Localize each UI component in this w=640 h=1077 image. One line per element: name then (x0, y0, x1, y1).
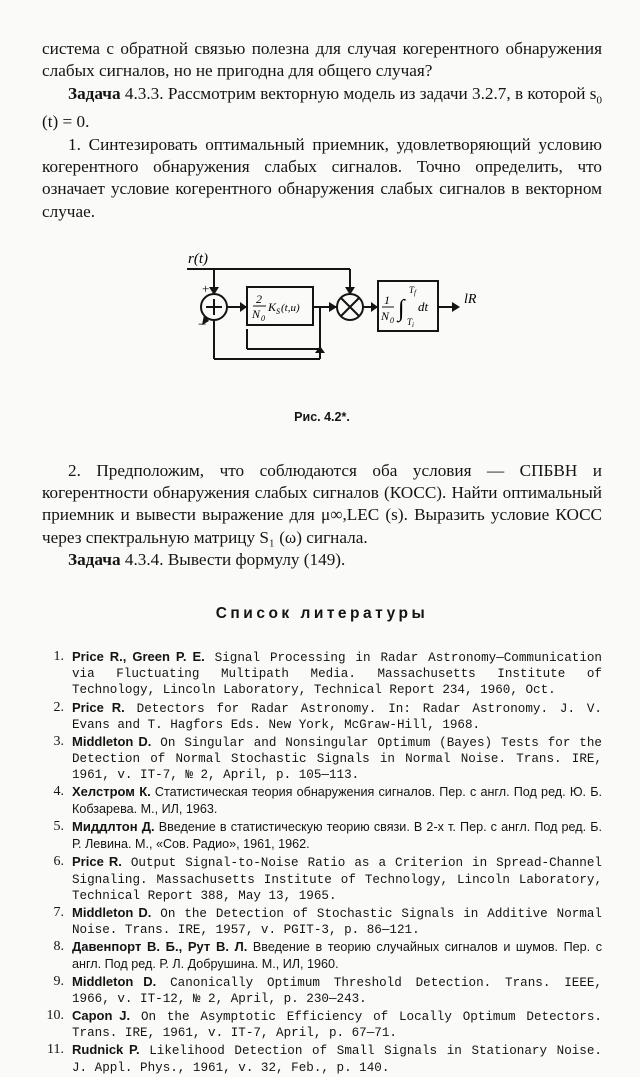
arrow-right-icon (240, 302, 247, 312)
task-subscript: 0 (596, 94, 602, 107)
paragraph-task-4-3-3 (42, 83, 602, 134)
svg-text:T: T (407, 316, 413, 327)
minus-sign: − (198, 316, 207, 333)
reference-number: 6. (53, 854, 64, 870)
task-text-end: (t) = 0. (42, 112, 90, 132)
svg-text:N: N (252, 306, 261, 321)
reference-text: Canonically Optimum Threshold Detection. Trans. IEEE, 1966, v. IT-12, № 2, April, p. 230—243. (72, 976, 602, 1007)
reference-text: Detectors for Radar Astronomy. In: Radar Astronomy. J. V. Evans and T. Hagfors Eds. New York, McGraw-Hill, 1968. (72, 701, 602, 732)
reference-number: 8. (53, 938, 64, 954)
arrow-right-icon-2 (329, 302, 337, 312)
figure-caption: Рис. 4.2*. (294, 409, 350, 424)
integrator-label (380, 285, 429, 329)
page (42, 38, 602, 1077)
svg-text:0: 0 (261, 313, 265, 323)
reference-author: Price R. (72, 699, 125, 715)
references-heading: Список литературы (215, 605, 429, 623)
reference-number: 9. (53, 974, 64, 990)
arrow-right-icon-3 (371, 302, 378, 312)
paragraph-1: система с обратной связью полезна для случая когерентного обнаружения слабых сигналов, но не пригодна для общего случая? (42, 39, 602, 81)
reference-item (42, 734, 602, 783)
svg-text:1: 1 (384, 292, 390, 307)
paragraph-task-4-3-4 (42, 549, 602, 571)
reference-author: Хелстром К. (72, 784, 151, 800)
task-text-2: 4.3.4. Вывести формулу (149). (120, 550, 346, 569)
task-label: Задача (68, 83, 121, 103)
reference-text: On the Asymptotic Efficiency of Locally Optimum Detectors. Trans. IRE, 1961, v. IT-7, April, p. 67—71. (72, 1010, 602, 1041)
reference-number: 7. (53, 904, 64, 920)
task-label-2: Задача (68, 550, 121, 569)
reference-author: Price R., Green P. E. (72, 649, 205, 665)
reference-text: Введение в теорию случайных сигналов и шумов. Пер. с англ. Под ред. Р. Л. Добрушина. М., ИЛ, 1960. (72, 939, 602, 971)
svg-text:N: N (381, 308, 390, 323)
svg-text:i: i (412, 320, 414, 329)
paragraph-3: 1. Синтезировать оптимальный приемник, удовлетворяющий условию когерентного обнаружения слабых сигналов. Точно определить, что означает условие когерентного обнаружения слабых сигналов в векторном случае. (42, 134, 602, 221)
reference-item (42, 939, 602, 973)
reference-author: Middleton D. (72, 733, 152, 749)
reference-item (42, 784, 602, 818)
svg-text:dt: dt (418, 298, 429, 314)
arrow-right-icon-4 (452, 302, 460, 312)
reference-text: Likelihood Detection of Small Signals in Stationary Noise. J. Appl. Phys., 1961, v. 32, Feb., p. 140. (72, 1044, 602, 1075)
reference-number: 5. (53, 819, 64, 835)
output-label: lR (464, 291, 477, 307)
reference-item (42, 700, 602, 733)
reference-item (42, 905, 602, 938)
reference-text: Output Signal-to-Noise Ratio as a Criterion in Spread-Channel Signaling. Massachusetts Institute of Technology, Lincoln Laboratory, Technical Report 388, May 13, 1965. (72, 856, 602, 903)
reference-number: 3. (53, 733, 64, 749)
svg-text:2: 2 (256, 291, 262, 306)
reference-number: 4. (53, 784, 64, 800)
reference-item (42, 974, 602, 1007)
reference-item (42, 1008, 602, 1041)
filter-label (251, 292, 300, 323)
reference-author: Middleton D. (72, 904, 152, 920)
reference-number: 11. (47, 1042, 64, 1058)
paragraph-4: 2. Предположим, что соблюдаются оба условия — СПБВН и когерентности обнаружения слабых сигналов (КОСС). Найти оптимальный приемник и вывести выражение для μ∞,LEC (s). Выразить условие КОСС через спектральную матрицу S₁ (ω) сигнала. (42, 460, 602, 547)
task-text: 4.3.3. Рассмотрим векторную модель из задачи 3.2.7, в которой s (120, 83, 597, 103)
svg-text:0: 0 (390, 315, 394, 325)
reference-item (42, 649, 602, 698)
reference-author: Rudnick P. (72, 1042, 140, 1058)
reference-author: Price R. (72, 854, 122, 870)
reference-author: Capon J. (72, 1008, 131, 1024)
reference-item (42, 854, 602, 903)
plus-sign-top: + (202, 280, 210, 296)
block-diagram-svg (42, 249, 602, 404)
reference-author: Миддлтон Д. (72, 819, 155, 835)
reference-text: On Singular and Nonsingular Optimum (Bayes) Tests for the Detection of Normal Stochastic Signals in Normal Noise. Trans. IRE, 1961, v. IT-7, № 2, April, p. 105—113. (72, 735, 602, 782)
svg-text:∫: ∫ (398, 295, 405, 322)
svg-text:(t,u): (t,u) (281, 301, 300, 314)
svg-text:K: K (268, 299, 277, 314)
input-label: r(t) (188, 250, 208, 267)
reference-item (42, 819, 602, 853)
svg-text:T: T (409, 284, 415, 295)
reference-number: 1. (53, 649, 64, 665)
reference-text: Signal Processing in Radar Astronomy—Communication via Fluctuating Multipath Media. Massachusetts Institute of Technology, Lincoln Laboratory, Technical Report 234, 1960, Oct. (72, 651, 602, 698)
reference-number: 2. (53, 699, 64, 715)
reference-author: Давенпорт В. Б., Рут В. Л. (72, 938, 248, 954)
figure-block-diagram (42, 249, 602, 404)
reference-text: Введение в статистическую теорию связи. В 2-х т. Пер. с англ. Под ред. Б. Р. Левина. М., «Сов. Радио», 1961, 1962. (72, 820, 603, 852)
reference-text: Статистическая теория обнаружения сигналов. Пер. с англ. Под ред. Ю. Б. Кобзарева. М., ИЛ, 1963. (72, 785, 602, 817)
reference-item (42, 1042, 602, 1075)
svg-text:S: S (276, 306, 280, 316)
references-list (42, 649, 602, 1075)
reference-author: Middleton D. (72, 974, 157, 990)
reference-number: 10. (46, 1008, 64, 1024)
reference-text: On the Detection of Stochastic Signals in Additive Normal Noise. Trans. IRE, 1957, v. PGIT-3, p. 86—121. (72, 906, 602, 937)
svg-text:f: f (414, 288, 416, 297)
